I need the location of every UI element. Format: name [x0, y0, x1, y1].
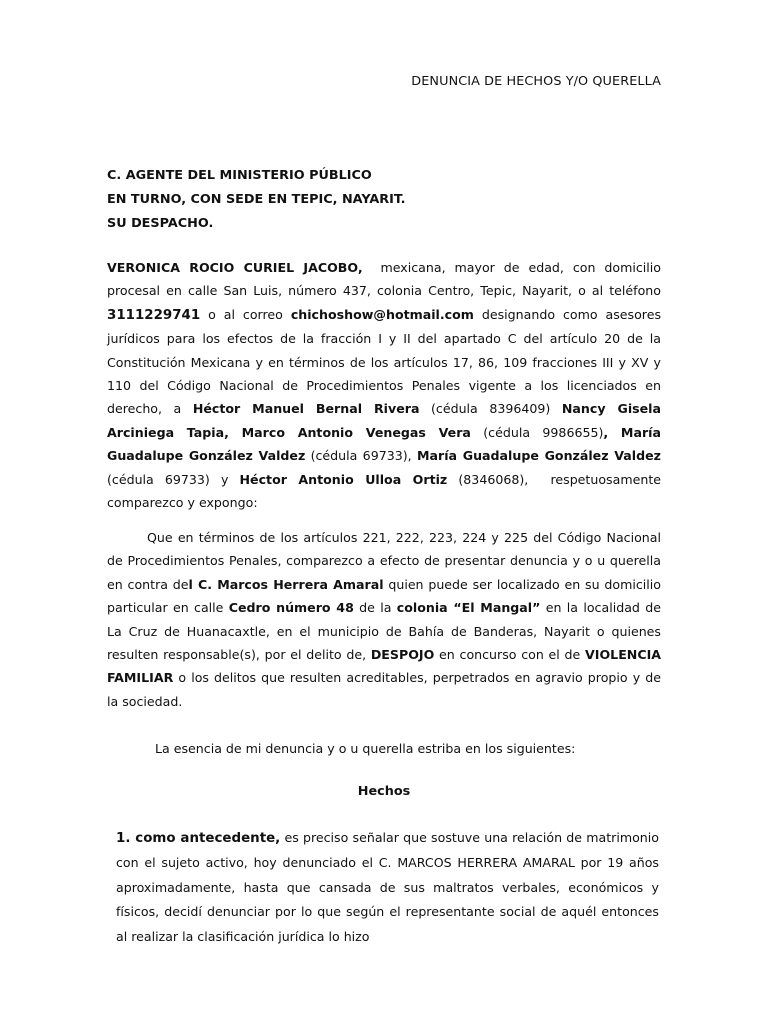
- lawyer-4: María Guadalupe González Valdez: [416, 448, 662, 464]
- fact-lead: como antecedente,: [130, 831, 281, 846]
- intro-text-4: (cédula 8396409): [419, 401, 562, 417]
- intro-paragraph: [107, 256, 666, 514]
- lawyer-3: , María Guadalupe González Valdez: [107, 424, 661, 464]
- complaint-text-4: en la localidad de La Cruz de Huanacaxtle, en el municipio de Bahía de Banderas, Nayarit o quienes resulten responsable(s), por el delito de,: [107, 600, 661, 663]
- lawyer-1: Héctor Manuel Bernal Rivera: [192, 401, 420, 417]
- facts-heading: Hechos: [357, 784, 411, 799]
- intro-text-3: designando como asesores jurídicos para los efectos de la fracción I y II del apartado C del artículo 20 de la Constitución Mexicana y en términos de los artículos 17, 86, 109 fracciones III y XV y 110 del Código Nacional de Procedimientos Penales vigente a los licenciados en derecho, a: [107, 306, 662, 417]
- intro-text-5: (cédula 9986655): [470, 424, 604, 440]
- fact-1-paragraph: [116, 826, 659, 949]
- complainant-name: VERONICA ROCIO CURIEL JACOBO,: [107, 260, 363, 275]
- complaint-text-6: o los delitos que resulten acreditables, perpetrados en agravio propio y de la sociedad.: [107, 670, 661, 709]
- essence-paragraph: La esencia de mi denuncia y o u querella estriba en los siguientes:: [155, 741, 576, 756]
- addressee-block: [107, 164, 406, 236]
- fact-number: 1.: [116, 831, 131, 846]
- addressee-line-3: SU DESPACHO.: [107, 216, 214, 231]
- complaint-text-2: quien puede ser localizado en su domicilio particular en calle: [107, 576, 661, 616]
- intro-text-8: (8346068), respetuosamente comparezco y expongo:: [107, 471, 666, 511]
- intro-text-6: (cédula 69733),: [305, 448, 417, 464]
- intro-text-2: o al correo: [200, 306, 291, 322]
- accused-name: l C. Marcos Herrera Amaral: [188, 576, 384, 592]
- intro-text-7: (cédula 69733) y: [107, 471, 240, 487]
- document-title: DENUNCIA DE HECHOS Y/O QUERELLA: [411, 74, 661, 89]
- lawyer-2: Nancy Gisela Arciniega Tapia, Marco Antonio Venegas Vera: [107, 401, 661, 440]
- fact-text: es preciso señalar que sostuve una relación de matrimonio con el sujeto activo, hoy denunciado el C. MARCOS HERRERA AMARAL por 19 años aproximadamente, hasta que cansada de sus maltratos verbales, económicos y físicos, decidí denunciar por lo que según el representante social de aquél entonces al realizar la clasificación jurídica lo hizo: [116, 830, 659, 944]
- complaint-text-1: Que en términos de los artículos 221, 222, 223, 224 y 225 del Código Nacional de Procedimientos Penales, comparezco a efecto de presentar denuncia y o u querella en contra de: [107, 530, 661, 592]
- complaint-text-3: de la: [353, 600, 397, 616]
- lawyer-5: Héctor Antonio Ulloa Ortiz: [239, 471, 448, 487]
- crime-violencia: VIOLENCIA FAMILIAR: [107, 647, 662, 686]
- crime-despojo: DESPOJO: [370, 647, 435, 663]
- addressee-line-2: EN TURNO, CON SEDE EN TEPIC, NAYARIT.: [107, 192, 406, 207]
- email-address: chichoshow@hotmail.com: [290, 306, 474, 322]
- colony-name: colonia “El Mangal”: [396, 600, 541, 616]
- phone-number: 3111229741: [107, 307, 201, 323]
- complaint-paragraph: [107, 526, 661, 713]
- intro-text-1: mexicana, mayor de edad, con domicilio procesal en calle San Luis, número 437, colonia Centro, Tepic, Nayarit, o al teléfono: [107, 260, 665, 299]
- complaint-text-5: en concurso con el de: [434, 647, 586, 663]
- street-address: Cedro número 48: [228, 600, 354, 616]
- addressee-line-1: C. AGENTE DEL MINISTERIO PÚBLICO: [107, 168, 372, 183]
